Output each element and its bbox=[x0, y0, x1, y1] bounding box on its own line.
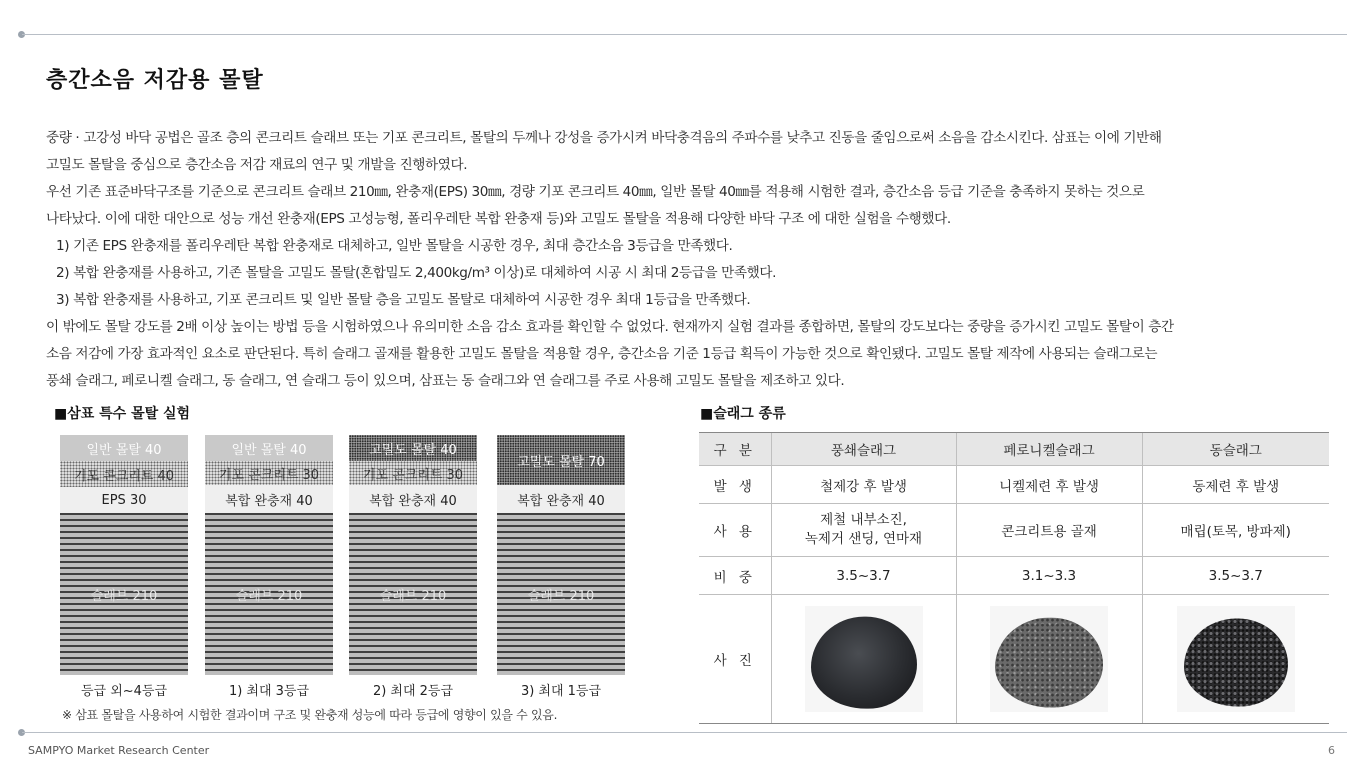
slag-pile-image bbox=[995, 618, 1103, 708]
row-header: 발 생 bbox=[699, 466, 771, 504]
list-item: 2) 복합 완충재를 사용하고, 기존 몰탈을 고밀도 몰탈(혼합밀도 2,400kg/m³ 이상)로 대체하여 시공 시 최대 2등급을 만족했다. bbox=[56, 265, 777, 281]
column-header: 구 분 bbox=[699, 433, 771, 466]
layer-cushion: 복합 완충재 40 bbox=[497, 485, 625, 513]
paragraph-line: 우선 기존 표준바닥구조를 기준으로 콘크리트 슬래브 210㎜, 완충재(EPS) 30㎜, 경량 기포 콘크리트 40㎜, 일반 몰탈 40㎜를 적용해 시험한 결과, 층간소음 등급 기준을 충족하지 못하는 것으로 bbox=[46, 184, 1145, 200]
layer-mortar: 일반 몰탈 40 bbox=[205, 435, 333, 461]
row-header: 사 용 bbox=[699, 504, 771, 557]
table-row bbox=[699, 504, 1329, 557]
table-cell: 매립(토목, 방파제) bbox=[1142, 504, 1329, 557]
body-text bbox=[46, 125, 1336, 395]
column-header: 동슬래그 bbox=[1142, 433, 1329, 466]
row-header: 비 중 bbox=[699, 557, 771, 595]
slag-table bbox=[699, 432, 1329, 724]
slag-photo-ferronickel bbox=[990, 606, 1108, 712]
layer-foam-concrete: 기포 콘크리트 30 bbox=[349, 461, 477, 485]
list-item: 3) 복합 완충재를 사용하고, 기포 콘크리트 및 일반 몰탈 층을 고밀도 몰탈로 대체하여 시공한 경우 최대 1등급을 만족했다. bbox=[56, 292, 751, 308]
layer-cushion: 복합 완충재 40 bbox=[349, 485, 477, 513]
table-row bbox=[699, 557, 1329, 595]
table-cell: 3.1~3.3 bbox=[956, 557, 1142, 595]
layer-high-density-mortar: 고밀도 몰탈 40 bbox=[349, 435, 477, 461]
paragraph-line: 소음 저감에 가장 효과적인 요소로 판단된다. 특히 슬래그 골재를 활용한 고밀도 몰탈을 적용할 경우, 층간소음 기준 1등급 획득이 가능한 것으로 확인됐다. 고밀도 몰탈 제작에 사용되는 슬래그로는 bbox=[46, 346, 1158, 362]
floor-structure-column-1 bbox=[60, 435, 188, 675]
floor-structure-column-3 bbox=[349, 435, 477, 675]
table-cell: 제철 내부소진, 녹제거 샌딩, 연마재 bbox=[771, 504, 956, 557]
page-title: 층간소음 저감용 몰탈 bbox=[46, 68, 264, 93]
table-cell: 3.5~3.7 bbox=[1142, 557, 1329, 595]
paragraph-line: 풍쇄 슬래그, 페로니켈 슬래그, 동 슬래그, 연 슬래그 등이 있으며, 삼표는 동 슬래그와 연 슬래그를 주로 사용해 고밀도 몰탈을 제조하고 있다. bbox=[46, 373, 845, 389]
table-cell: 동제련 후 발생 bbox=[1142, 466, 1329, 504]
row-header: 사 진 bbox=[699, 595, 771, 724]
floor-structure-column-2 bbox=[205, 435, 333, 675]
table-cell bbox=[1142, 595, 1329, 724]
column-header: 페로니켈슬래그 bbox=[956, 433, 1142, 466]
layer-slab: 슬래브 210 bbox=[497, 513, 625, 675]
slag-table-title: ■슬래그 종류 bbox=[700, 406, 786, 422]
grade-label: 3) 최대 1등급 bbox=[520, 684, 602, 699]
page-number: 6 bbox=[1328, 744, 1335, 757]
layer-mortar: 일반 몰탈 40 bbox=[60, 435, 188, 461]
table-cell bbox=[771, 595, 956, 724]
slag-pile-image bbox=[1184, 619, 1288, 707]
list-item: 1) 기존 EPS 완충재를 폴리우레탄 복합 완충재로 대체하고, 일반 몰탈을 시공한 경우, 최대 층간소음 3등급을 만족했다. bbox=[56, 238, 733, 254]
footer-rule bbox=[22, 732, 1347, 733]
grade-label: 1) 최대 3등급 bbox=[228, 684, 310, 699]
table-cell: 3.5~3.7 bbox=[771, 557, 956, 595]
layer-slab: 슬래브 210 bbox=[349, 513, 477, 675]
grade-label: 2) 최대 2등급 bbox=[372, 684, 454, 699]
table-cell: 니켈제련 후 발생 bbox=[956, 466, 1142, 504]
layer-cushion: EPS 30 bbox=[60, 487, 188, 513]
slag-photo-granulated bbox=[805, 606, 923, 712]
footer-text: SAMPYO Market Research Center bbox=[28, 744, 210, 757]
paragraph-line: 이 밖에도 몰탈 강도를 2배 이상 높이는 방법 등을 시험하였으나 유의미한 소음 감소 효과를 확인할 수 없었다. 현재까지 실험 결과를 종합하면, 몰탈의 강도보다는 중량을 증가시킨 고밀도 몰탈이 층간 bbox=[46, 319, 1174, 335]
header-rule bbox=[22, 34, 1347, 35]
slag-photo-copper bbox=[1177, 606, 1295, 712]
paragraph-line: 중량 · 고강성 바닥 공법은 골조 층의 콘크리트 슬래브 또는 기포 콘크리트, 몰탈의 두께나 강성을 증가시켜 바닥충격음의 주파수를 낮추고 진동을 줄임으로써 소음을 감소시킨다. 삼표는 이에 기반해 bbox=[46, 130, 1162, 146]
layer-foam-concrete: 기포 콘크리트 30 bbox=[205, 461, 333, 485]
table-cell: 콘크리트용 골재 bbox=[956, 504, 1142, 557]
paragraph-line: 고밀도 몰탈을 중심으로 층간소음 저감 재료의 연구 및 개발을 진행하였다. bbox=[46, 157, 468, 173]
layer-cushion: 복합 완충재 40 bbox=[205, 485, 333, 513]
layer-foam-concrete: 기포 콘크리트 40 bbox=[60, 461, 188, 487]
paragraph-line: 나타났다. 이에 대한 대안으로 성능 개선 완충재(EPS 고성능형, 폴리우레탄 복합 완충재 등)와 고밀도 몰탈을 적용해 다양한 바닥 구조 에 대한 실험을 수행했다. bbox=[46, 211, 951, 227]
slag-pile-image bbox=[811, 617, 917, 709]
experiment-note: ※ 삼표 몰탈을 사용하여 시험한 결과이며 구조 및 완충재 성능에 따라 등급에 영향이 있을 수 있음. bbox=[62, 708, 558, 722]
layer-high-density-mortar: 고밀도 몰탈 70 bbox=[497, 435, 625, 485]
column-header: 풍쇄슬래그 bbox=[771, 433, 956, 466]
layer-slab: 슬래브 210 bbox=[205, 513, 333, 675]
layer-slab: 슬래브 210 bbox=[60, 513, 188, 675]
experiment-title: ■삼표 특수 몰탈 실험 bbox=[54, 406, 191, 422]
table-row bbox=[699, 466, 1329, 504]
floor-structure-column-4 bbox=[497, 435, 625, 675]
grade-label: 등급 외~4등급 bbox=[80, 684, 168, 699]
table-cell: 철제강 후 발생 bbox=[771, 466, 956, 504]
table-cell bbox=[956, 595, 1142, 724]
table-row bbox=[699, 595, 1329, 724]
table-header-row bbox=[699, 433, 1329, 466]
